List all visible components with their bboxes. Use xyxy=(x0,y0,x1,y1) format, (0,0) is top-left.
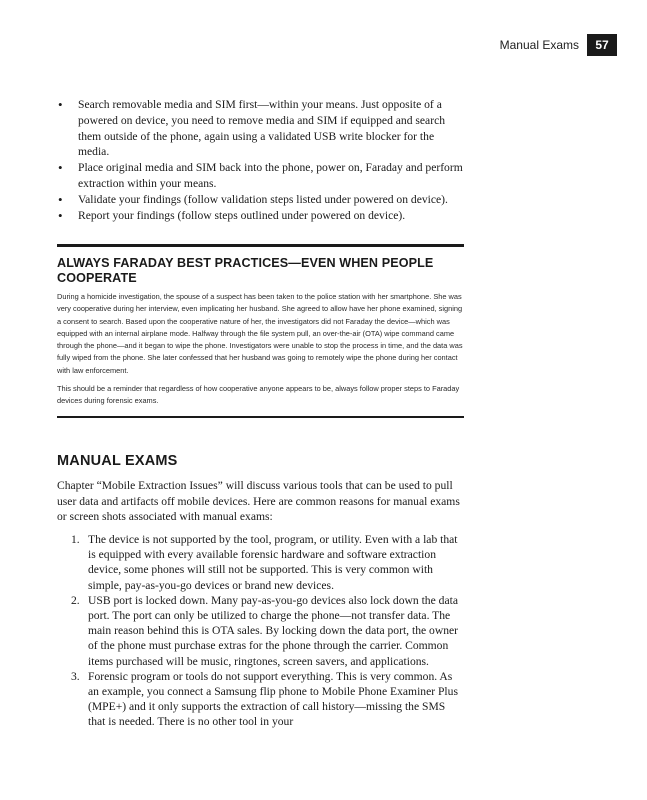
item-number: 1. xyxy=(71,533,80,546)
item-text: The device is not supported by the tool, program, or utility. Even with a lab that is equipped with every available forensic hardware and software extraction device, some phones will still not be supported. This is very common with simple, pay-as-you-go devices or brand new devices. xyxy=(88,533,458,592)
steps-bullet-list xyxy=(57,97,464,223)
reasons-numbered-list xyxy=(57,532,464,730)
bullet-item: • Validate your findings (follow validation steps listed under powered on device). xyxy=(57,192,464,208)
sidebar-title: ALWAYS FARADAY BEST PRACTICES—EVEN WHEN PEOPLE COOPERATE xyxy=(57,256,434,285)
section-heading: MANUAL EXAMS xyxy=(57,453,178,469)
page-number: 57 xyxy=(587,34,617,56)
section-intro-paragraph: Chapter “Mobile Extraction Issues” will discuss various tools that can be used to pull user data and artifacts off mobile devices. Here are common reasons for manual exams or screen shots associated with manual exams: xyxy=(57,479,460,524)
item-text: Forensic program or tools do not support everything. This is very common. As an example, you connect a Samsung flip phone to Mobile Phone Examiner Plus (MPE+) and it only supports the extraction of call history—missing the SMS that is needed. There is no other tool in your xyxy=(88,669,458,729)
bullet-item: • Report your findings (follow steps outlined under powered on device). xyxy=(57,208,464,224)
bullet-item: • Search removable media and SIM first—within your means. Just opposite of a powered on device, you need to remove media and SIM if equipped and search them outside of the phone, again using a validated USB write blocker for the media. xyxy=(57,97,464,160)
numbered-item xyxy=(57,593,464,669)
bullet-item: • Place original media and SIM back into the phone, power on, Faraday and perform extraction within your means. xyxy=(57,160,464,192)
sidebar-paragraph: During a homicide investigation, the spouse of a suspect has been taken to the police station with her smartphone. She was very cooperative during her interview, even implicating her husband. She agreed to allow have her phone examined, signing a consent to search. Based upon the cooperative nature of her, the investigators did not Faraday the device—which was equipped with an internal airplane mode. Halfway through the file system pull, an over-the-air (OTA) wipe command came through the phone—and it began to wipe the phone. Investigators were unable to stop the process in time, and the data was fully wiped from the phone. She later confessed that her husband was going to remotely wipe the phone during her contact with law enforcement. xyxy=(57,292,463,375)
item-text: USB port is locked down. Many pay-as-you-go devices also lock down the data port. The port can only be utilized to charge the phone—not transfer data. The main reason behind this is OTA sales. By locking down the data port, the owner of the phone must purchase extras for the phone through the carrier. Common items purchased will be music, ringtones, screen savers, and applications. xyxy=(88,593,459,668)
running-header-section: Manual Exams xyxy=(499,38,579,52)
best-practices-sidebar xyxy=(57,244,464,418)
numbered-item xyxy=(57,532,464,593)
numbered-item xyxy=(57,669,464,730)
item-number: 2. xyxy=(71,593,80,607)
running-header xyxy=(500,34,617,56)
item-number: 3. xyxy=(71,669,80,683)
sidebar-paragraph: This should be a reminder that regardless of how cooperative anyone appears to be, always follow proper steps to Faraday devices during forensic exams. xyxy=(57,384,460,406)
